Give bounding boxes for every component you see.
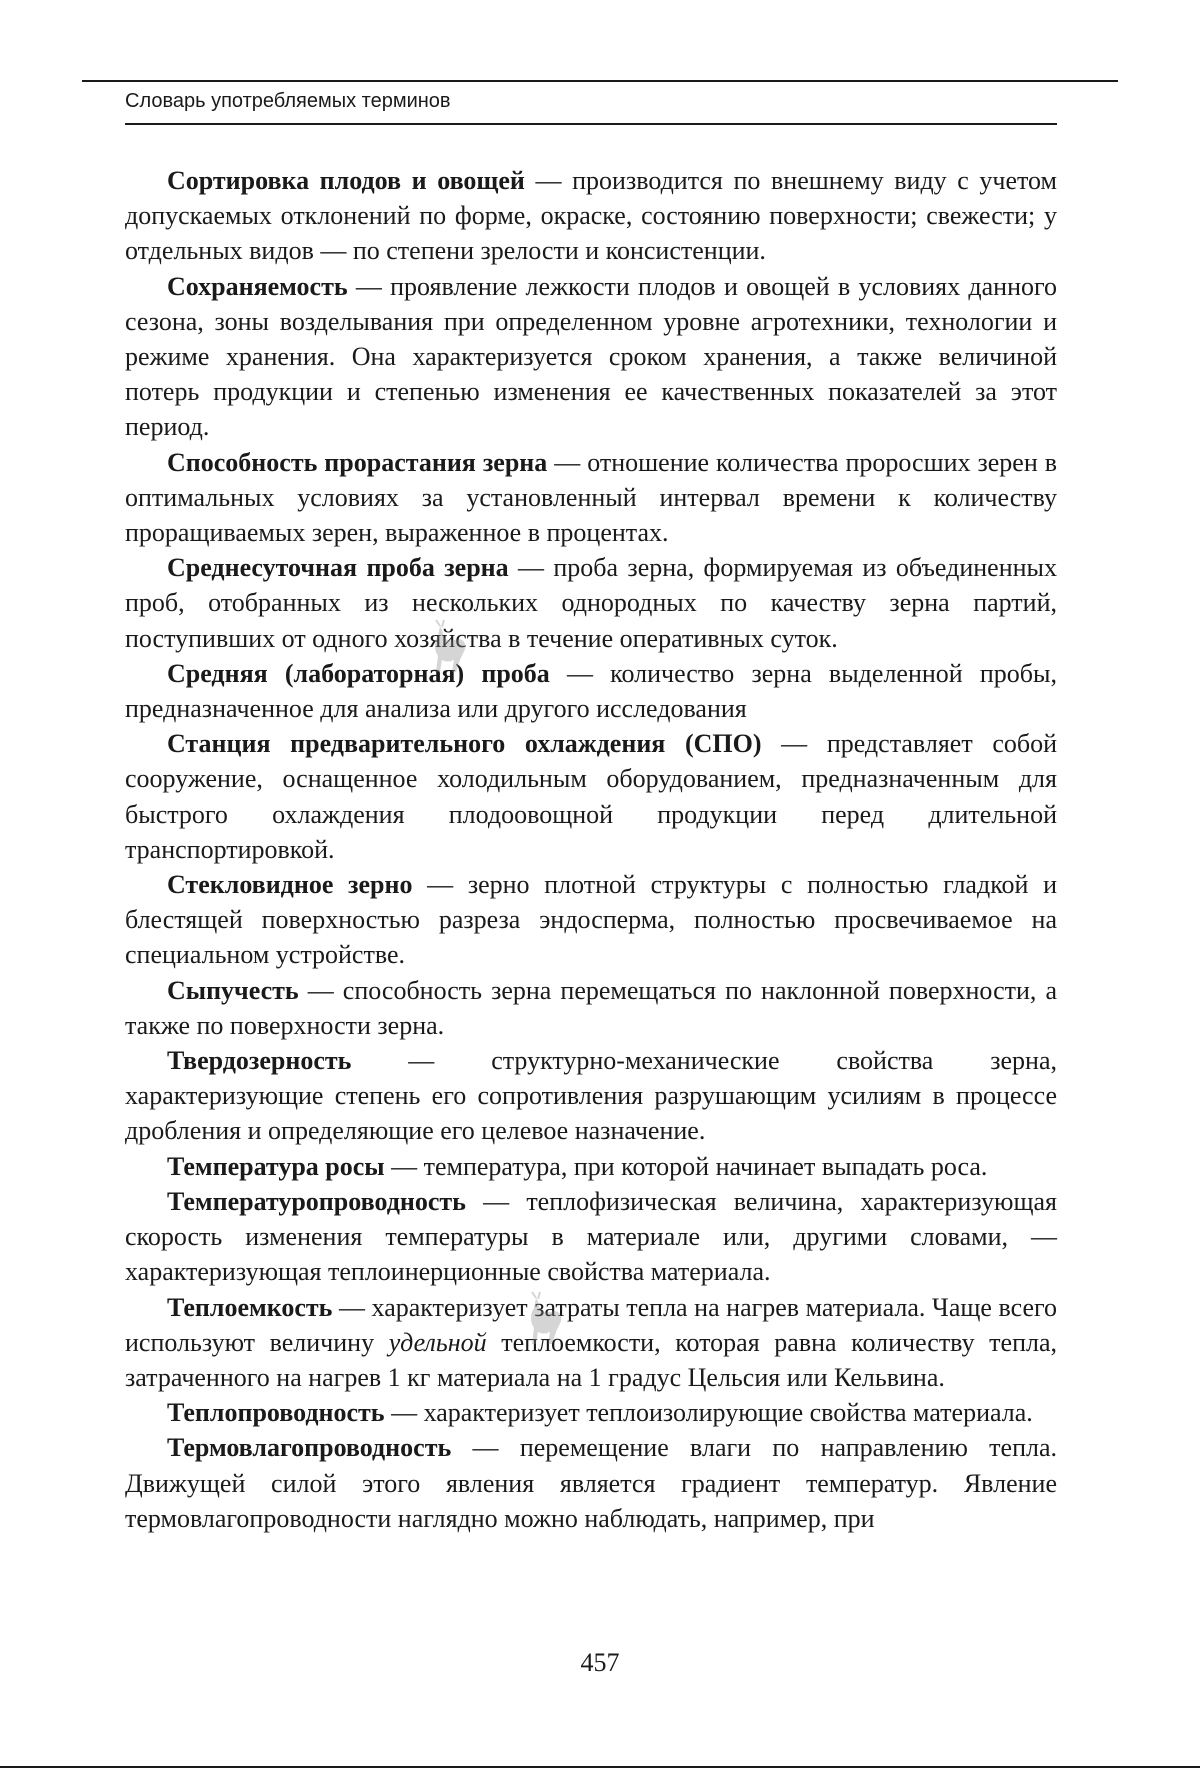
entry-term: Сыпучесть (167, 975, 299, 1005)
header-rule (125, 123, 1057, 125)
entry-definition: способность зерна перемещаться по наклонной поверхности, а также по поверхности зерна. (125, 975, 1058, 1040)
entry-definition: количество зерна выделенной пробы, предназначенное для анализа или другого исследования (125, 658, 1057, 724)
entry-definition: теплофизическая величина, характеризующая скорость изменения температуры в материале или, другими словами, — характеризующая теплоинерционные свойства материала. (125, 1186, 1057, 1287)
entry-definition: характеризует теплоизолирующие свойства материала. (423, 1398, 1033, 1428)
entry-definition: зерно плотной структуры с полностью гладкой и блестящей поверхностью разреза эндосперма, полностью просвечиваемое на специальном устройстве. (125, 870, 1057, 970)
glossary-entry: Стекловидное зерно — зерно плотной структуры с полностью гладкой и блестящей поверхностью разреза эндосперма, полностью просвечиваемое на специальном устройстве. (125, 870, 1057, 970)
entry-term: Среднесуточная проба зерна (167, 553, 509, 583)
publisher-watermark-logo (516, 1290, 578, 1352)
glossary-entry: Станция предварительного охлаждения (СПО) — представляет собой сооружение, оснащенное холодильным оборудованием, предназначенным для быстрого охлаждения плодоовощной продукции перед длительной транспортировкой. (125, 729, 1057, 864)
entry-term: Сортировка плодов и овощей (167, 166, 525, 195)
entry-definition: характеризует затраты тепла на нагрев материала. Чаще всего используют величину (125, 1292, 1058, 1357)
running-header: Словарь употребляемых терминов (125, 90, 451, 112)
glossary-text (125, 163, 1057, 1536)
glossary-entry: Температура росы — температура, при которой начинает выпадать роса. (167, 1151, 988, 1181)
entry-definition: представляет собой сооружение, оснащенное холодильным оборудованием, предназначенным для быстрого охлаждения плодоовощной продукции перед длительной транспортировкой. (125, 729, 1057, 864)
entry-term: Средняя (лабораторная) проба (167, 658, 550, 688)
glossary-entry: Средняя (лабораторная) проба — количество зерна выделенной пробы, предназначенное для анализа или другого исследования (125, 658, 1057, 724)
entry-term: Температуропроводность (167, 1186, 466, 1216)
glossary-entry: Сохраняемость — проявление лежкости плодов и овощей в условиях данного сезона, зоны возделывания при определенном уровне агротехники, технологии и режиме хранения. Она характеризуется сроком хранения, а также величиной потерь продукции и степенью изменения ее качественных показателей за этот период. (125, 271, 1057, 442)
entry-term: Способность прорастания зерна (167, 447, 548, 477)
publisher-watermark-logo (420, 618, 482, 680)
entry-definition: температура, при которой начинает выпадать роса. (423, 1151, 988, 1181)
entry-definition-italic: удельной (388, 1327, 487, 1357)
entry-term: Твердозерность (167, 1046, 352, 1076)
entry-definition: теплоемкости, которая равна количеству тепла, затраченного на нагрев 1 кг материала на 1 градус Цельсия или Кельвина. (125, 1327, 1058, 1392)
entry-term: Стекловидное зерно (167, 870, 413, 900)
glossary-entry: Термовлагопроводность — перемещение влаги по направлению тепла. Движущей силой этого явления является градиент температур. Явление термовлагопроводности наглядно можно наблюдать, например, при (125, 1433, 1058, 1533)
top-rule (82, 80, 1118, 82)
glossary-entry: Способность прорастания зерна — отношение количества проросших зерен в оптимальных условиях за установленный интервал времени к количеству проращиваемых зерен, выраженное в процентах. (125, 447, 1058, 548)
entry-definition: отношение количества проросших зерен в оптимальных условиях за установленный интервал времени к количеству проращиваемых зерен, выраженное в процентах. (125, 447, 1058, 548)
entry-definition: проявление лежкости плодов и овощей в условиях данного сезона, зоны возделывания при определенном уровне агротехники, технологии и режиме хранения. Она характеризуется сроком хранения, а также величиной потерь продукции и степенью изменения ее качественных показателей за этот период. (125, 271, 1057, 442)
entry-term: Сохраняемость (167, 271, 348, 301)
glossary-entry: Теплоемкость — характеризует затраты тепла на нагрев материала. Чаще всего используют величину удельной теплоемкости, которая равна количеству тепла, затраченного на нагрев 1 кг материала на 1 градус Цельсия или Кельвина. (125, 1292, 1058, 1392)
entry-term: Термовлагопроводность (167, 1433, 452, 1463)
page-number: 457 (580, 1648, 620, 1677)
entry-term: Температура росы (167, 1151, 385, 1181)
entry-term: Теплопроводность (167, 1398, 385, 1428)
entry-definition: структурно-механические свойства зерна, характеризующие степень его сопротивления разрушающим усилиям в процессе дробления и определяющие его целевое назначение. (125, 1046, 1057, 1146)
entry-definition: проба зерна, формируемая из объединенных проб, отобранных из нескольких однородных по качеству зерна партий, поступивших от одного хозяйства в течение оперативных суток. (125, 553, 1058, 653)
entry-definition: производится по внешнему виду с учетом допускаемых отклонений по форме, окраске, состоянию поверхности; свежести; у отдельных видов — по степени зрелости и консистенции. (125, 166, 1058, 266)
glossary-entry: Сыпучесть — способность зерна перемещаться по наклонной поверхности, а также по поверхности зерна. (125, 975, 1058, 1040)
glossary-entry: Теплопроводность — характеризует теплоизолирующие свойства материала. (167, 1398, 1033, 1428)
glossary-entry: Среднесуточная проба зерна — проба зерна, формируемая из объединенных проб, отобранных из нескольких однородных по качеству зерна партий, поступивших от одного хозяйства в течение оперативных суток. (125, 553, 1058, 653)
glossary-entry: Сортировка плодов и овощей — производится по внешнему виду с учетом допускаемых отклонений по форме, окраске, состоянию поверхности; свежести; у отдельных видов — по степени зрелости и консистенции. (125, 166, 1058, 266)
entry-term: Теплоемкость (167, 1292, 333, 1322)
glossary-entry: Температуропроводность — теплофизическая величина, характеризующая скорость изменения температуры в материале или, другими словами, — характеризующая теплоинерционные свойства материала. (125, 1186, 1057, 1287)
bottom-rule (0, 1766, 1200, 1768)
entry-definition: перемещение влаги по направлению тепла. Движущей силой этого явления является градиент температур. Явление термовлагопроводности наглядно можно наблюдать, например, при (125, 1433, 1058, 1533)
entry-term: Станция предварительного охлаждения (СПО) (167, 729, 762, 759)
glossary-entry: Твердозерность — структурно-механические свойства зерна, характеризующие степень его сопротивления разрушающим усилиям в процессе дробления и определяющие его целевое назначение. (125, 1046, 1057, 1146)
